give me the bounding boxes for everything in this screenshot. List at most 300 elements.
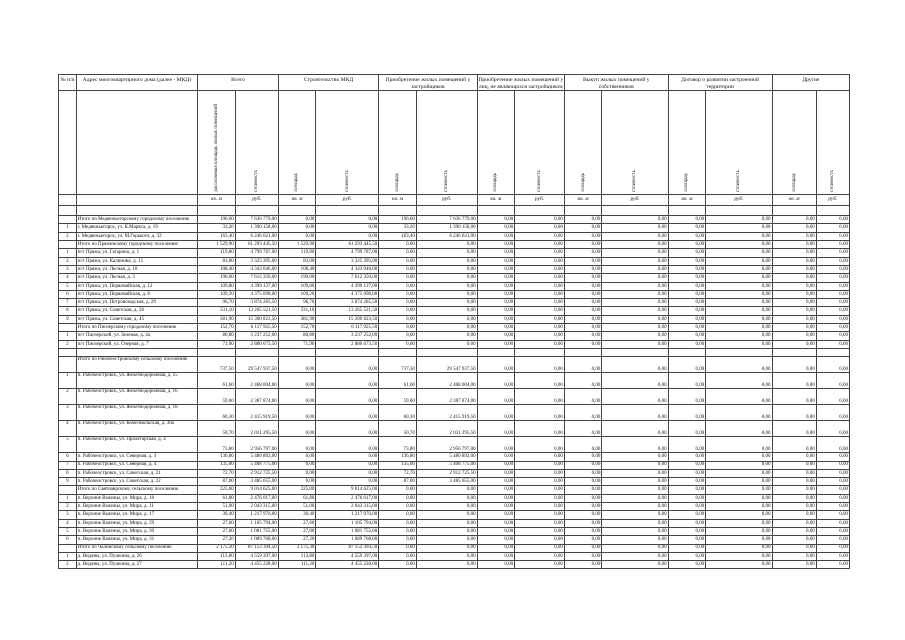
row-value: 0,00 bbox=[668, 232, 706, 240]
row-value: 4 375 098,00 bbox=[235, 290, 278, 298]
row-value: 0,00 bbox=[515, 232, 565, 240]
row-value: 0,00 bbox=[515, 503, 565, 511]
row-value: 0,00 bbox=[316, 216, 379, 224]
row-value: 0,00 bbox=[602, 274, 668, 282]
row-value: 0,00 bbox=[416, 340, 477, 348]
row-value: 0,00 bbox=[278, 373, 316, 389]
row-address: Итого по Чалинскому сельскому поселению bbox=[76, 544, 198, 552]
row-value bbox=[602, 348, 668, 356]
row-value: 0,00 bbox=[564, 340, 602, 348]
row-address: пгт Пряжа, ул. Гагарина, д. 1 bbox=[76, 249, 198, 257]
row-value: 0,00 bbox=[515, 421, 565, 437]
row-value: 2 468 004,00 bbox=[416, 373, 477, 389]
row-value: 0,00 bbox=[515, 536, 565, 544]
row-address: п. Рабочеостровск, ул. Советская, д. 22 bbox=[76, 478, 198, 486]
row-value: 0,00 bbox=[772, 249, 816, 257]
row-value: 0,00 bbox=[564, 461, 602, 469]
row-value: 0,00 bbox=[515, 552, 565, 560]
row-value: 2 043 315,00 bbox=[235, 503, 278, 511]
unit-sqm: кв. м bbox=[379, 195, 417, 206]
row-value: 80,80 bbox=[278, 332, 316, 340]
table-row bbox=[59, 299, 850, 307]
row-value: 0,00 bbox=[515, 340, 565, 348]
row-value: 0,00 bbox=[668, 437, 706, 453]
row-number: 8 bbox=[59, 307, 77, 315]
row-value: 0,00 bbox=[772, 232, 816, 240]
row-value: 51,00 bbox=[278, 503, 316, 511]
row-value: 2 031 295,50 bbox=[416, 421, 477, 437]
row-value: 0,00 bbox=[602, 437, 668, 453]
row-value: 0,00 bbox=[515, 389, 565, 405]
row-number: 4 bbox=[59, 421, 77, 437]
table-row-total bbox=[59, 357, 850, 373]
unit-sqm: кв. м bbox=[772, 195, 816, 206]
row-value: 87 153 394,50 bbox=[316, 544, 379, 552]
row-value: 0,00 bbox=[564, 421, 602, 437]
row-number bbox=[59, 544, 77, 552]
row-value: 0,00 bbox=[515, 257, 565, 265]
row-value: 0,00 bbox=[772, 282, 816, 290]
row-value: 0,00 bbox=[602, 486, 668, 494]
row-value: 0,00 bbox=[515, 282, 565, 290]
row-value: 0,00 bbox=[416, 307, 477, 315]
row-number: 7 bbox=[59, 299, 77, 307]
row-value: 0,00 bbox=[278, 437, 316, 453]
row-value: 0,00 bbox=[316, 469, 379, 477]
row-value: 0,00 bbox=[816, 241, 849, 249]
row-value: 0,00 bbox=[772, 389, 816, 405]
row-value: 0,00 bbox=[772, 340, 816, 348]
row-value: 0,00 bbox=[564, 373, 602, 389]
row-address: п. Верхние Важины, ул. Мира, д. 31 bbox=[76, 536, 198, 544]
row-value: 27,60 bbox=[278, 519, 316, 527]
row-value: 27,60 bbox=[198, 519, 236, 527]
row-value: 0,00 bbox=[706, 536, 772, 544]
row-value: 0,00 bbox=[668, 216, 706, 224]
row-address: п. Верхние Важины, ул. Мира, д. 17 bbox=[76, 511, 198, 519]
row-number: 2 bbox=[59, 503, 77, 511]
row-value: 13 265 521,50 bbox=[316, 307, 379, 315]
row-value: 0,00 bbox=[668, 290, 706, 298]
row-value: 0,00 bbox=[316, 421, 379, 437]
row-value: 0,00 bbox=[602, 373, 668, 389]
row-value: 27,00 bbox=[198, 527, 236, 535]
row-value: 0,00 bbox=[515, 461, 565, 469]
row-value: 9 014 625,00 bbox=[235, 486, 278, 494]
row-value: 0,00 bbox=[602, 307, 668, 315]
row-value: 6 246 621,00 bbox=[235, 232, 278, 240]
row-value: 0,00 bbox=[515, 486, 565, 494]
row-value: 0,00 bbox=[668, 519, 706, 527]
row-value: 0,00 bbox=[416, 324, 477, 332]
row-value: 0,00 bbox=[668, 282, 706, 290]
row-value: 0,00 bbox=[416, 527, 477, 535]
row-number: 4 bbox=[59, 274, 77, 282]
row-value: 0,00 bbox=[477, 561, 515, 569]
row-value: 4 799 787,00 bbox=[235, 249, 278, 257]
row-number: 1 bbox=[59, 552, 77, 560]
row-value: 0,00 bbox=[602, 232, 668, 240]
row-value: 0,00 bbox=[316, 373, 379, 389]
row-value: 1 390 158,00 bbox=[235, 224, 278, 232]
row-value: 50,70 bbox=[379, 421, 417, 437]
row-number: 1 bbox=[59, 332, 77, 340]
row-value: 0,00 bbox=[477, 232, 515, 240]
row-value: 0,00 bbox=[416, 536, 477, 544]
row-value: 0,00 bbox=[816, 249, 849, 257]
row-value: 73,80 bbox=[379, 437, 417, 453]
row-value: 0,00 bbox=[515, 249, 565, 257]
row-value: 1 089 768,00 bbox=[235, 536, 278, 544]
row-value bbox=[416, 348, 477, 356]
row-number: 6 bbox=[59, 290, 77, 298]
row-value: 0,00 bbox=[668, 241, 706, 249]
row-value: 2 415 919,50 bbox=[235, 405, 278, 421]
row-value: 0,00 bbox=[706, 224, 772, 232]
row-value: 0,00 bbox=[278, 216, 316, 224]
row-value: 0,00 bbox=[602, 282, 668, 290]
row-value: 0,00 bbox=[706, 307, 772, 315]
row-value: 80,80 bbox=[198, 332, 236, 340]
row-value: 0,00 bbox=[706, 469, 772, 477]
row-value: 0,00 bbox=[477, 299, 515, 307]
row-value: 5 480 892,00 bbox=[416, 453, 477, 461]
row-address: д. Виданы, ул. Пушкина, д. 26 bbox=[76, 552, 198, 560]
row-value: 51,00 bbox=[198, 503, 236, 511]
row-value: 0,00 bbox=[416, 552, 477, 560]
row-value: 0,00 bbox=[772, 552, 816, 560]
row-value: 0,00 bbox=[706, 527, 772, 535]
row-value: 0,00 bbox=[706, 561, 772, 569]
row-value: 0,00 bbox=[772, 405, 816, 421]
table-row bbox=[59, 469, 850, 477]
row-value: 0,00 bbox=[772, 494, 816, 502]
row-value: 0,00 bbox=[772, 307, 816, 315]
row-value: 0,00 bbox=[706, 249, 772, 257]
row-value: 0,00 bbox=[515, 290, 565, 298]
unit-rub: руб. bbox=[706, 195, 772, 206]
row-value: 0,00 bbox=[816, 307, 849, 315]
row-number: 6 bbox=[59, 536, 77, 544]
row-value: 108,40 bbox=[198, 265, 236, 273]
row-value: 0,00 bbox=[772, 324, 816, 332]
table-row bbox=[59, 519, 850, 527]
row-value: 0,00 bbox=[278, 357, 316, 373]
row-value: 0,00 bbox=[278, 389, 316, 405]
row-value: 2 880 673,50 bbox=[316, 340, 379, 348]
row-value: 60,30 bbox=[198, 405, 236, 421]
row-value: 0,00 bbox=[602, 299, 668, 307]
row-value: 0,00 bbox=[564, 389, 602, 405]
subheader-cost: стоимость bbox=[830, 169, 836, 192]
row-value: 7 612 350,00 bbox=[235, 274, 278, 282]
row-value: 0,00 bbox=[706, 315, 772, 323]
row-value: 0,00 bbox=[477, 241, 515, 249]
row-value: 0,00 bbox=[379, 241, 417, 249]
row-value: 0,00 bbox=[379, 282, 417, 290]
row-address: Итого по Рабочеостровскому сельскому поселению bbox=[76, 357, 198, 373]
row-value: 0,00 bbox=[602, 249, 668, 257]
row-value: 7 636 779,00 bbox=[235, 216, 278, 224]
row-value: 61,80 bbox=[278, 494, 316, 502]
table-row-total bbox=[59, 324, 850, 332]
unit-sqm: кв. м bbox=[198, 195, 236, 206]
row-number: 1 bbox=[59, 373, 77, 389]
row-value: 0,00 bbox=[772, 373, 816, 389]
row-value: 381,90 bbox=[278, 315, 316, 323]
row-number: 2 bbox=[59, 257, 77, 265]
row-value: 0,00 bbox=[706, 232, 772, 240]
row-value: 0,00 bbox=[816, 232, 849, 240]
row-value: 0,00 bbox=[515, 324, 565, 332]
row-value: 6 117 925,50 bbox=[316, 324, 379, 332]
row-address: пгт Пряжа, ул. Советская, д. 45 bbox=[76, 315, 198, 323]
row-value: 0,00 bbox=[816, 511, 849, 519]
row-value: 0,00 bbox=[477, 332, 515, 340]
table-row bbox=[59, 332, 850, 340]
unit-rub: руб. bbox=[515, 195, 565, 206]
row-value: 0,00 bbox=[278, 453, 316, 461]
row-value: 111,20 bbox=[198, 561, 236, 569]
row-value: 0,00 bbox=[515, 544, 565, 552]
row-value: 0,00 bbox=[316, 232, 379, 240]
row-value: 0,00 bbox=[564, 216, 602, 224]
row-value: 0,00 bbox=[278, 461, 316, 469]
row-value: 0,00 bbox=[564, 544, 602, 552]
row-value: 0,00 bbox=[602, 519, 668, 527]
row-value: 29 547 937,50 bbox=[416, 357, 477, 373]
row-value: 0,00 bbox=[379, 307, 417, 315]
table-row bbox=[59, 453, 850, 461]
row-value: 0,00 bbox=[706, 340, 772, 348]
row-address: д. Виданы, ул. Пушкина, д. 27 bbox=[76, 561, 198, 569]
row-value: 196,60 bbox=[379, 216, 417, 224]
row-value: 0,00 bbox=[416, 265, 477, 273]
row-value: 0,00 bbox=[602, 561, 668, 569]
row-address bbox=[76, 348, 198, 356]
row-value: 0,00 bbox=[416, 511, 477, 519]
row-value: 0,00 bbox=[316, 357, 379, 373]
row-value: 0,00 bbox=[564, 257, 602, 265]
row-value: 2 415 919,50 bbox=[416, 405, 477, 421]
row-value: 0,00 bbox=[668, 405, 706, 421]
header-other: Другие bbox=[772, 75, 849, 91]
row-address: пгт Пряжа, ул. Калинина, д. 15 bbox=[76, 257, 198, 265]
row-value: 0,00 bbox=[515, 315, 565, 323]
row-value: 1 105 794,00 bbox=[316, 519, 379, 527]
row-value: 0,00 bbox=[668, 389, 706, 405]
row-address: п. Рабочеостровск, ул. Пролетарская, д. 4 bbox=[76, 437, 198, 453]
row-value bbox=[816, 348, 849, 356]
row-value: 0,00 bbox=[477, 357, 515, 373]
row-value: 0,00 bbox=[416, 315, 477, 323]
row-value: 0,00 bbox=[278, 232, 316, 240]
row-value: 33,20 bbox=[379, 224, 417, 232]
row-value: 0,00 bbox=[278, 405, 316, 421]
row-value: 0,00 bbox=[515, 216, 565, 224]
table-row-total bbox=[59, 486, 850, 494]
row-value: 119,80 bbox=[278, 249, 316, 257]
row-value: 0,00 bbox=[816, 552, 849, 560]
row-value: 0,00 bbox=[706, 290, 772, 298]
row-value: 4 375 098,00 bbox=[316, 290, 379, 298]
row-value: 50,70 bbox=[198, 421, 236, 437]
row-value: 15 300 823,50 bbox=[316, 315, 379, 323]
row-value: 331,10 bbox=[278, 307, 316, 315]
unit-sqm: кв. м bbox=[564, 195, 602, 206]
row-value: 0,00 bbox=[564, 437, 602, 453]
row-value: 0,00 bbox=[772, 216, 816, 224]
row-value: 0,00 bbox=[668, 274, 706, 282]
row-value: 0,00 bbox=[668, 421, 706, 437]
row-value: 0,00 bbox=[706, 478, 772, 486]
row-value: 0,00 bbox=[515, 527, 565, 535]
row-value: 0,00 bbox=[477, 216, 515, 224]
row-value: 0,00 bbox=[477, 469, 515, 477]
unit-rub: руб. bbox=[602, 195, 668, 206]
row-address: п. Рабочеостровск, ул. Комсомольская, д. 30а bbox=[76, 421, 198, 437]
header-territory: Договор о развитии застроенной территории bbox=[668, 75, 772, 91]
subheader-area: площадь bbox=[580, 173, 586, 192]
row-value: 0,00 bbox=[515, 494, 565, 502]
row-address: п. Рабочеостровск, ул. Северная, д. 3 bbox=[76, 453, 198, 461]
row-value: 0,00 bbox=[772, 561, 816, 569]
row-number: 2 bbox=[59, 561, 77, 569]
row-address: п. Рабочеостровск, ул. Железнодорожная, д. 18 bbox=[76, 405, 198, 421]
row-value: 7 636 779,00 bbox=[416, 216, 477, 224]
row-value: 0,00 bbox=[772, 357, 816, 373]
row-value: 83,00 bbox=[278, 257, 316, 265]
header-row bbox=[59, 75, 850, 91]
row-value: 0,00 bbox=[706, 461, 772, 469]
row-value: 0,00 bbox=[816, 282, 849, 290]
row-value: 0,00 bbox=[772, 527, 816, 535]
header-address: Адрес многоквартирного дома (далее - МКД) bbox=[76, 75, 198, 91]
table-row bbox=[59, 348, 850, 356]
row-value: 1 217 976,00 bbox=[235, 511, 278, 519]
row-value: 0,00 bbox=[416, 282, 477, 290]
row-value bbox=[564, 348, 602, 356]
row-address: пгт Пряжа, ул. Петровскодская, д. 29 bbox=[76, 299, 198, 307]
unit-sqm: кв. м bbox=[668, 195, 706, 206]
row-value: 4 399 137,00 bbox=[235, 282, 278, 290]
row-value: 72,70 bbox=[379, 469, 417, 477]
row-value: 0,00 bbox=[668, 527, 706, 535]
row-value: 0,00 bbox=[816, 544, 849, 552]
row-value: 59,60 bbox=[379, 389, 417, 405]
row-value: 0,00 bbox=[564, 232, 602, 240]
row-address: Итого по Медвежьегорскому городскому поселению bbox=[76, 216, 198, 224]
row-value: 109,20 bbox=[278, 290, 316, 298]
row-value: 0,00 bbox=[602, 544, 668, 552]
row-value: 0,00 bbox=[379, 324, 417, 332]
row-value: 0,00 bbox=[564, 282, 602, 290]
row-value: 0,00 bbox=[706, 552, 772, 560]
row-value: 0,00 bbox=[564, 527, 602, 535]
row-number: 3 bbox=[59, 511, 77, 519]
subheader-row bbox=[59, 91, 850, 195]
document-sheet bbox=[58, 74, 850, 569]
row-address: г. Медвежьегорск, ул. К.Маркса, д. 19 bbox=[76, 224, 198, 232]
row-value: 0,00 bbox=[379, 340, 417, 348]
row-value: 0,00 bbox=[772, 224, 816, 232]
row-value: 108,40 bbox=[278, 265, 316, 273]
row-value: 0,00 bbox=[602, 494, 668, 502]
row-value: 0,00 bbox=[816, 373, 849, 389]
row-value: 0,00 bbox=[515, 478, 565, 486]
header-purchase-nondev: Приобретение жилых помещений у лиц, не являющихся застройщиком bbox=[477, 75, 564, 91]
row-value: 0,00 bbox=[379, 274, 417, 282]
row-value: 0,00 bbox=[515, 519, 565, 527]
row-value bbox=[477, 348, 515, 356]
row-value: 0,00 bbox=[602, 216, 668, 224]
row-value: 0,00 bbox=[706, 421, 772, 437]
row-value: 0,00 bbox=[564, 224, 602, 232]
row-number bbox=[59, 348, 77, 356]
row-address: Итого по Пиозерскому городскому поселению bbox=[76, 324, 198, 332]
row-value: 0,00 bbox=[668, 224, 706, 232]
row-value: 0,00 bbox=[706, 332, 772, 340]
row-value: 0,00 bbox=[816, 486, 849, 494]
row-value: 0,00 bbox=[816, 561, 849, 569]
row-value: 0,00 bbox=[379, 561, 417, 569]
row-value: 0,00 bbox=[278, 224, 316, 232]
unit-rub: руб. bbox=[235, 195, 278, 206]
row-value: 136,80 bbox=[198, 453, 236, 461]
row-value: 0,00 bbox=[564, 511, 602, 519]
row-value: 0,00 bbox=[564, 486, 602, 494]
row-value: 0,00 bbox=[706, 453, 772, 461]
row-value: 0,00 bbox=[602, 241, 668, 249]
row-value: 0,00 bbox=[706, 282, 772, 290]
row-value: 0,00 bbox=[816, 494, 849, 502]
table-row bbox=[59, 503, 850, 511]
row-number: 2 bbox=[59, 232, 77, 240]
row-value: 0,00 bbox=[379, 511, 417, 519]
row-value: 61,60 bbox=[198, 373, 236, 389]
row-value: 0,00 bbox=[772, 486, 816, 494]
row-address: п. Верхние Важины, ул. Мира, д. 30 bbox=[76, 527, 198, 535]
row-value: 0,00 bbox=[706, 494, 772, 502]
row-value: 73,80 bbox=[198, 437, 236, 453]
row-value: 0,00 bbox=[379, 265, 417, 273]
row-value: 0,00 bbox=[816, 340, 849, 348]
table-row bbox=[59, 478, 850, 486]
subheader-area-resettle: расселяемая площадь жилых помещений bbox=[213, 104, 219, 192]
row-value: 87,00 bbox=[379, 478, 417, 486]
row-value: 0,00 bbox=[477, 544, 515, 552]
subheader-area: площадь bbox=[791, 173, 797, 192]
row-value: 0,00 bbox=[816, 315, 849, 323]
row-value: 0,00 bbox=[477, 494, 515, 502]
row-value: 0,00 bbox=[772, 257, 816, 265]
row-value: 0,00 bbox=[706, 216, 772, 224]
row-value: 0,00 bbox=[668, 307, 706, 315]
row-value bbox=[278, 348, 316, 356]
row-value: 0,00 bbox=[316, 478, 379, 486]
row-value: 4 455 228,00 bbox=[316, 561, 379, 569]
row-value: 0,00 bbox=[515, 511, 565, 519]
row-value: 5 480 892,00 bbox=[235, 453, 278, 461]
row-value: 0,00 bbox=[477, 324, 515, 332]
row-value: 0,00 bbox=[416, 544, 477, 552]
row-value: 163,40 bbox=[198, 232, 236, 240]
row-value: 0,00 bbox=[772, 421, 816, 437]
row-value: 0,00 bbox=[602, 461, 668, 469]
row-value: 0,00 bbox=[668, 315, 706, 323]
row-value: 2 175,30 bbox=[278, 544, 316, 552]
row-value: 0,00 bbox=[602, 469, 668, 477]
